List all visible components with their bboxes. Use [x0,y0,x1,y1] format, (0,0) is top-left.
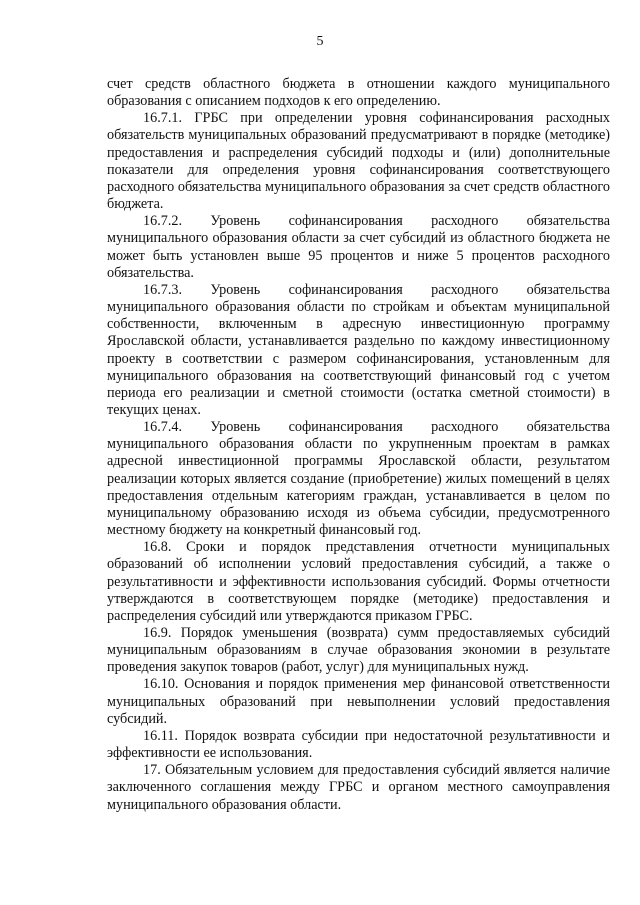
paragraph-16-7-1: 16.7.1. ГРБС при определении уровня софинансирования расходных обязательств муниципальных образований предусматривают в порядке (методике) предоставления и распределения субсидий подходы и (или) дополнительные показатели для определения уровня софинансирования соответствующего расходного обязательства муниципального образования за счет средств областного бюджета. [107,110,610,213]
paragraph-16-7-2: 16.7.2. Уровень софинансирования расходного обязательства муниципального образования области за счет субсидий из областного бюджета не может быть установлен выше 95 процентов и ниже 5 процентов расходного обязательства. [107,213,610,281]
paragraph-16-7-3: 16.7.3. Уровень софинансирования расходного обязательства муниципального образования области по стройкам и объектам муниципальной собственности, включенным в адресную инвестиционную программу Ярославской области, устанавливается раздельно по каждому инвестиционному проекту в соответствии с размером софинансирования, установленным для муниципального образования на соответствующий финансовый год с учетом периода его реализации и сметной стоимости (остатка сметной стоимости) в текущих ценах. [107,281,610,418]
paragraph-16-10: 16.10. Основания и порядок применения мер финансовой ответственности муниципальных образований при невыполнении условий предоставления субсидий. [107,676,610,727]
paragraph-continuation: счет средств областного бюджета в отношении каждого муниципального образования с описанием подходов к его определению. [107,76,610,110]
document-body [107,76,610,814]
page-number: 5 [316,34,324,49]
paragraph-17: 17. Обязательным условием для предоставления субсидий является наличие заключенного соглашения между ГРБС и органом местного самоуправления муниципального образования области. [107,762,610,813]
paragraph-16-9: 16.9. Порядок уменьшения (возврата) сумм предоставляемых субсидий муниципальным образованиям в случае образования экономии в результате проведения закупок товаров (работ, услуг) для муниципальных нужд. [107,625,610,676]
paragraph-16-8: 16.8. Сроки и порядок представления отчетности муниципальных образований об исполнении условий предоставления субсидий, а также о результативности и эффективности использования субсидий. Формы отчетности утверждаются в соответствующем порядке (методике) предоставления и распределения субсидий или утверждаются приказом ГРБС. [107,539,610,624]
paragraph-16-11: 16.11. Порядок возврата субсидии при недостаточной результативности и эффективности ее использования. [107,727,610,762]
paragraph-16-7-4: 16.7.4. Уровень софинансирования расходного обязательства муниципального образования области по укрупненным проектам в рамках адресной инвестиционной программы Ярославской области, результатом реализации которых является создание (приобретение) жилых помещений в целях предоставления отдельным категориям граждан, устанавливается в целом по муниципальному образованию исходя из объема субсидии, предусмотренного местному бюджету на конкретный финансовый год. [107,419,610,539]
